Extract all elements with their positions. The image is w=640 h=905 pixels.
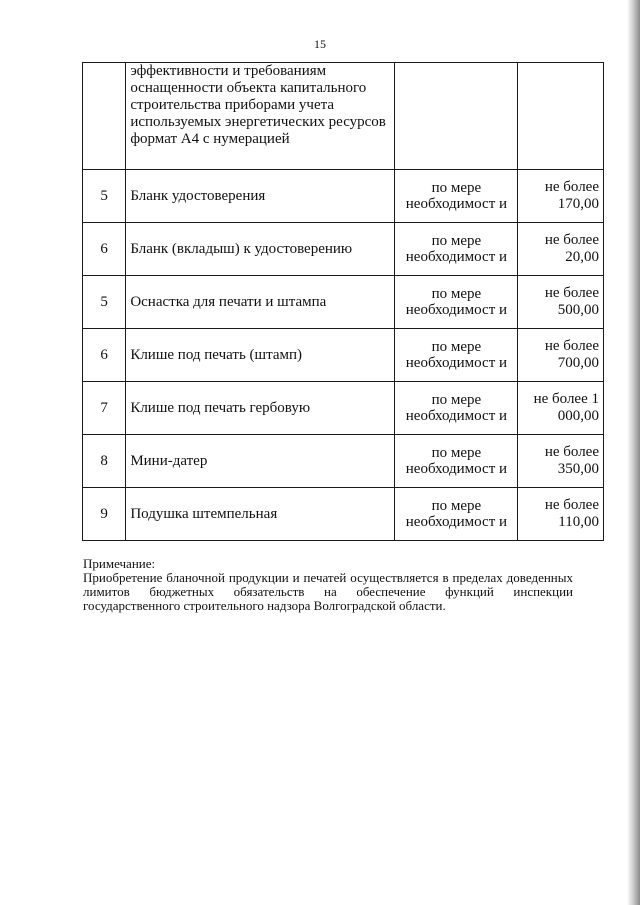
cell-name: Клише под печать (штамп) [126,329,395,382]
table-row [83,488,604,541]
cell-frequency [395,170,518,223]
frequency-text: по мере необходимост и [405,498,508,530]
table-row [83,276,604,329]
cell-price: не более 170,00 [518,170,604,223]
cell-price: не более 110,00 [518,488,604,541]
cell-price: не более 20,00 [518,223,604,276]
cell-num: 8 [83,435,126,488]
cell-price: не более 1 000,00 [518,382,604,435]
cell-num: 9 [83,488,126,541]
page-edge-shadow [627,0,640,905]
frequency-text: по мере необходимост и [405,180,508,212]
cell-frequency [395,435,518,488]
cell-frequency [395,276,518,329]
note-block [83,557,573,613]
frequency-text: по мере необходимост и [405,339,508,371]
cell-num [83,63,126,170]
cell-name: Бланк (вкладыш) к удостоверению [126,223,395,276]
cell-price: не более 700,00 [518,329,604,382]
page-number: 15 [314,37,326,51]
cell-frequency [395,223,518,276]
frequency-text: по мере необходимост и [405,286,508,318]
cell-name: Подушка штемпельная [126,488,395,541]
table-row [83,170,604,223]
cell-frequency [395,488,518,541]
cell-name: Клише под печать гербовую [126,382,395,435]
cell-num: 5 [83,170,126,223]
cell-num: 6 [83,329,126,382]
cell-price [518,63,604,170]
frequency-text: по мере необходимост и [405,445,508,477]
cell-price: не более 500,00 [518,276,604,329]
cell-name: Оснастка для печати и штампа [126,276,395,329]
note-body: Приобретение бланочной продукции и печатей осуществляется в пределах доведенных лимитов бюджетных обязательств на обеспечение функций инспекции государственного строительного надзора Волгоградской области. [83,570,573,613]
cell-frequency [395,329,518,382]
note-title: Примечание: [83,556,156,571]
cell-num: 5 [83,276,126,329]
frequency-text: по мере необходимост и [405,392,508,424]
items-table [82,62,604,541]
cell-name: эффективности и требованиям оснащенности объекта капитального строительства приборами учета используемых энергетических ресурсов формат А4 с нумерацией [126,63,395,170]
table-row [83,329,604,382]
table-row-continuation [83,63,604,170]
cell-frequency [395,63,518,170]
table-row [83,382,604,435]
frequency-text: по мере необходимост и [405,233,508,265]
cell-frequency [395,382,518,435]
cell-num: 6 [83,223,126,276]
cell-price: не более 350,00 [518,435,604,488]
cell-name: Мини-датер [126,435,395,488]
cell-num: 7 [83,382,126,435]
table-row [83,223,604,276]
cell-name: Бланк удостоверения [126,170,395,223]
table-row [83,435,604,488]
